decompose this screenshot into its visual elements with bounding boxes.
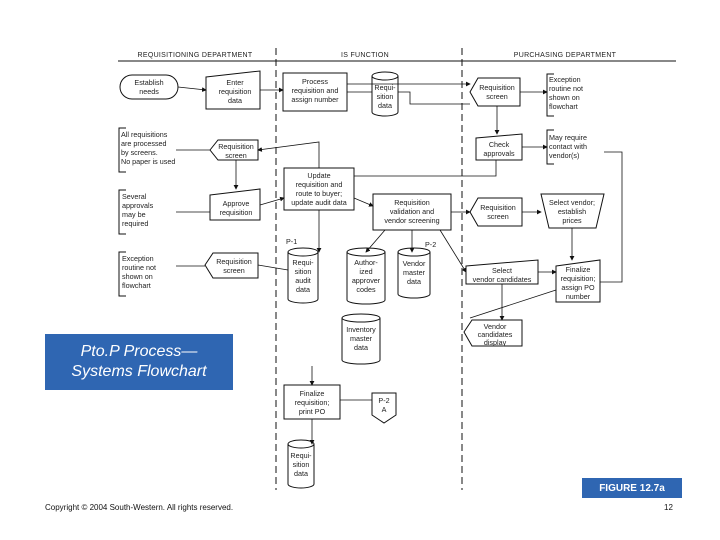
svg-text:Approverequisition: Approve requisition bbox=[219, 199, 253, 217]
svg-text:Severalapprovalsmay berequired: Several approvals may be required bbox=[122, 192, 154, 228]
svg-text:Requi-sitionauditdata: Requi-sition audit data bbox=[292, 258, 314, 294]
svg-text:May requirecontact withvendor(: May require contact with vendor(s) bbox=[549, 133, 587, 160]
connector-label-p2: P-2 bbox=[425, 240, 437, 249]
svg-text:Processrequisition andassign n: Process requisition and assign number bbox=[291, 77, 339, 104]
copyright-notice: Copyright © 2004 South-Western. All rights reserved. bbox=[45, 503, 234, 512]
svg-text:Inventorymasterdata: Inventory master data bbox=[346, 325, 376, 352]
svg-text:Requisitionscreen: Requisition screen bbox=[216, 257, 252, 275]
svg-text:Requi-sitiondata: Requi-sition data bbox=[290, 451, 312, 478]
svg-text:Requisitionscreen: Requisition screen bbox=[480, 203, 516, 221]
svg-text:Requi-sitiondata: Requi-sition data bbox=[374, 83, 396, 110]
header-is-function: IS FUNCTION bbox=[340, 52, 390, 59]
svg-text:Establishneeds: Establish needs bbox=[134, 78, 164, 96]
page-number: 12 bbox=[664, 503, 673, 512]
svg-text:Enterrequisitiondata: Enter requisition data bbox=[218, 78, 252, 105]
svg-text:Exceptionroutine notshown onfl: Exception routine not shown on flowchart bbox=[549, 75, 583, 111]
svg-text:Exceptionroutine notshown onfl: Exception routine not shown on flowchart bbox=[122, 254, 156, 290]
svg-text:Select vendor;establishprices: Select vendor; establish prices bbox=[549, 198, 595, 225]
svg-text:Checkapprovals: Check approvals bbox=[483, 140, 515, 158]
svg-text:Selectvendor candidates: Select vendor candidates bbox=[472, 266, 532, 284]
slide-title-box bbox=[45, 334, 233, 390]
header-purchasing: PURCHASING DEPARTMENT bbox=[513, 52, 617, 59]
svg-text:Finalizerequisition;print PO: Finalize requisition; print PO bbox=[294, 389, 330, 416]
svg-text:Requisitionscreen: Requisition screen bbox=[218, 142, 254, 160]
svg-text:Vendorcandidatesdisplay: Vendor candidates display bbox=[477, 322, 513, 347]
svg-text:Requisitionvalidation andvendo: Requisition validation and vendor screening bbox=[384, 198, 440, 225]
svg-text:Requisitionscreen: Requisition screen bbox=[479, 83, 515, 101]
svg-text:All requisitionsare processedb: All requisitions are processed by screens. No paper is used bbox=[121, 130, 176, 166]
slide-title-line-2: Systems Flowchart bbox=[71, 363, 207, 380]
slide-title-line-1: Pto.P Process— bbox=[80, 343, 198, 360]
svg-text:Updaterequisition androute to: Update requisition and route to buyer; update audit data bbox=[291, 171, 347, 207]
header-requisitioning: REQUISITIONING DEPARTMENT bbox=[137, 52, 253, 59]
svg-text:Author-izedapprovercodes: Author-ized approver codes bbox=[351, 258, 381, 294]
svg-text:Finalizerequisition;assign POn: Finalize requisition; assign PO number bbox=[560, 265, 596, 301]
svg-text:P-2A: P-2 A bbox=[378, 396, 390, 414]
svg-text:Vendormasterdata: Vendor master data bbox=[402, 259, 426, 286]
connector-label-p1: P-1 bbox=[286, 237, 298, 246]
figure-label: FIGURE 12.7a bbox=[582, 478, 682, 498]
